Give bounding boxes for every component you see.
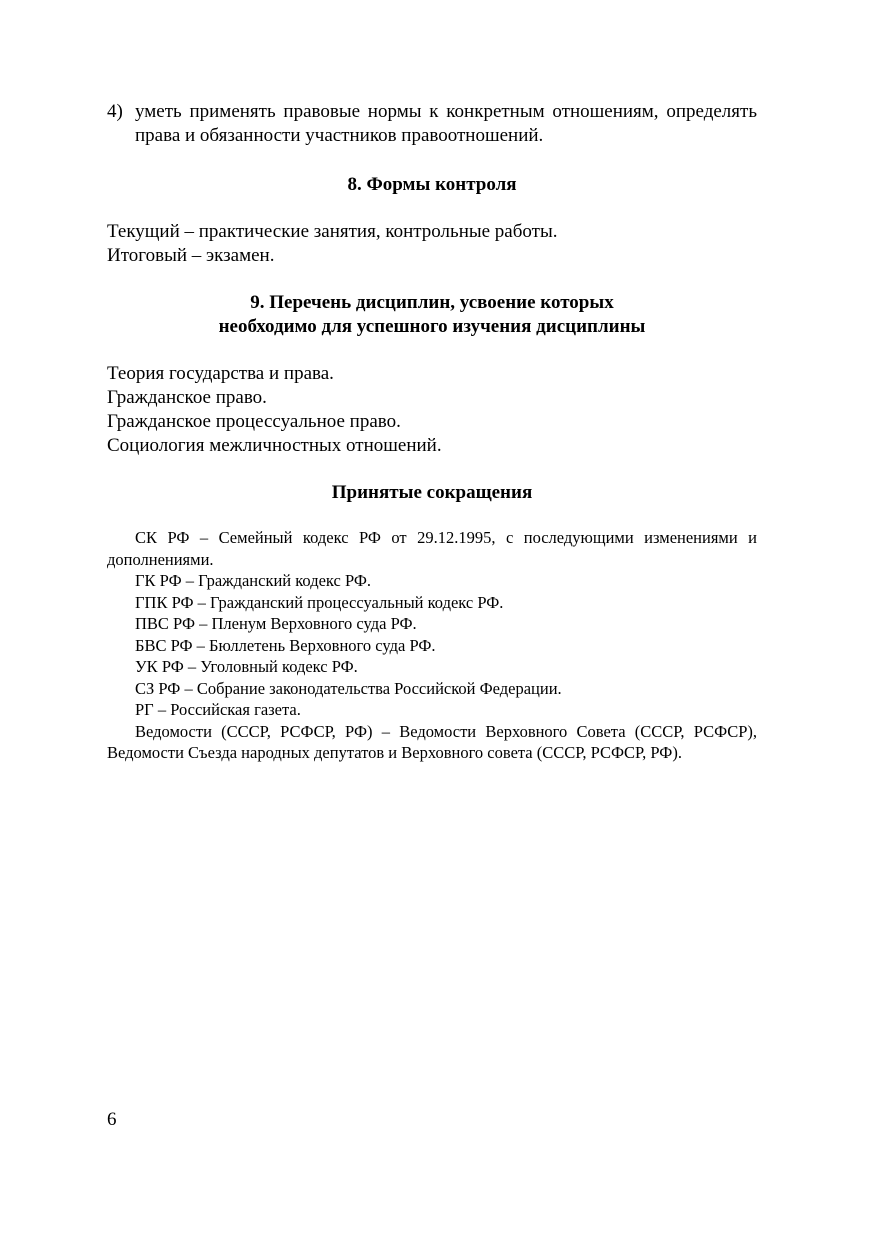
section-9-heading-line2: необходимо для успешного изучения дисциплины [218, 316, 646, 337]
abbreviation-item: БВС РФ – Бюллетень Верховного суда РФ. [135, 635, 436, 655]
list-item-number: 4) [107, 101, 123, 122]
abbreviation-item: ГК РФ – Гражданский кодекс РФ. [135, 571, 372, 590]
abbreviations-heading: Принятые сокращения [331, 482, 533, 503]
discipline-item: Социология межличностных отношений. [107, 435, 442, 456]
abbreviation-item: СК РФ – Семейный кодекс РФ от 29.12.1995, с последующими изменениями и дополнениями. [107, 528, 757, 569]
discipline-item: Гражданское право. [107, 387, 267, 408]
section-8-body [107, 220, 757, 268]
abbreviation-item: РГ – Российская газета. [135, 700, 301, 719]
discipline-item: Теория государства и права. [107, 363, 334, 384]
list-item-text: уметь применять правовые нормы к конкретным отношениям, определять права и обязанности участников правоотношений. [135, 101, 757, 146]
section-8-heading: 8. Формы контроля [347, 174, 517, 195]
abbreviation-item: УК РФ – Уголовный кодекс РФ. [135, 657, 358, 676]
discipline-item: Гражданское процессуальное право. [107, 411, 401, 432]
section-9-heading-line1: 9. Перечень дисциплин, усвоение которых [250, 292, 614, 313]
section-9-heading [107, 291, 757, 339]
control-form-line: Итоговый – экзамен. [107, 245, 275, 266]
abbreviation-item: Ведомости (СССР, РСФСР, РФ) – Ведомости Верховного Совета (СССР, РСФСР), Ведомости Съезда народных депутатов и Верховного совета (СССР, РСФСР, РФ). [107, 721, 757, 762]
abbreviation-item: ПВС РФ – Пленум Верховного суда РФ. [135, 614, 417, 633]
section-9-body [107, 362, 757, 458]
list-item [107, 100, 757, 148]
abbreviation-item: СЗ РФ – Собрание законодательства Российской Федерации. [135, 678, 562, 698]
control-form-line: Текущий – практические занятия, контрольные работы. [107, 221, 558, 242]
abbreviations-list [107, 527, 757, 764]
page-number: 6 [107, 1109, 117, 1130]
abbreviation-item: ГПК РФ – Гражданский процессуальный кодекс РФ. [135, 592, 504, 612]
